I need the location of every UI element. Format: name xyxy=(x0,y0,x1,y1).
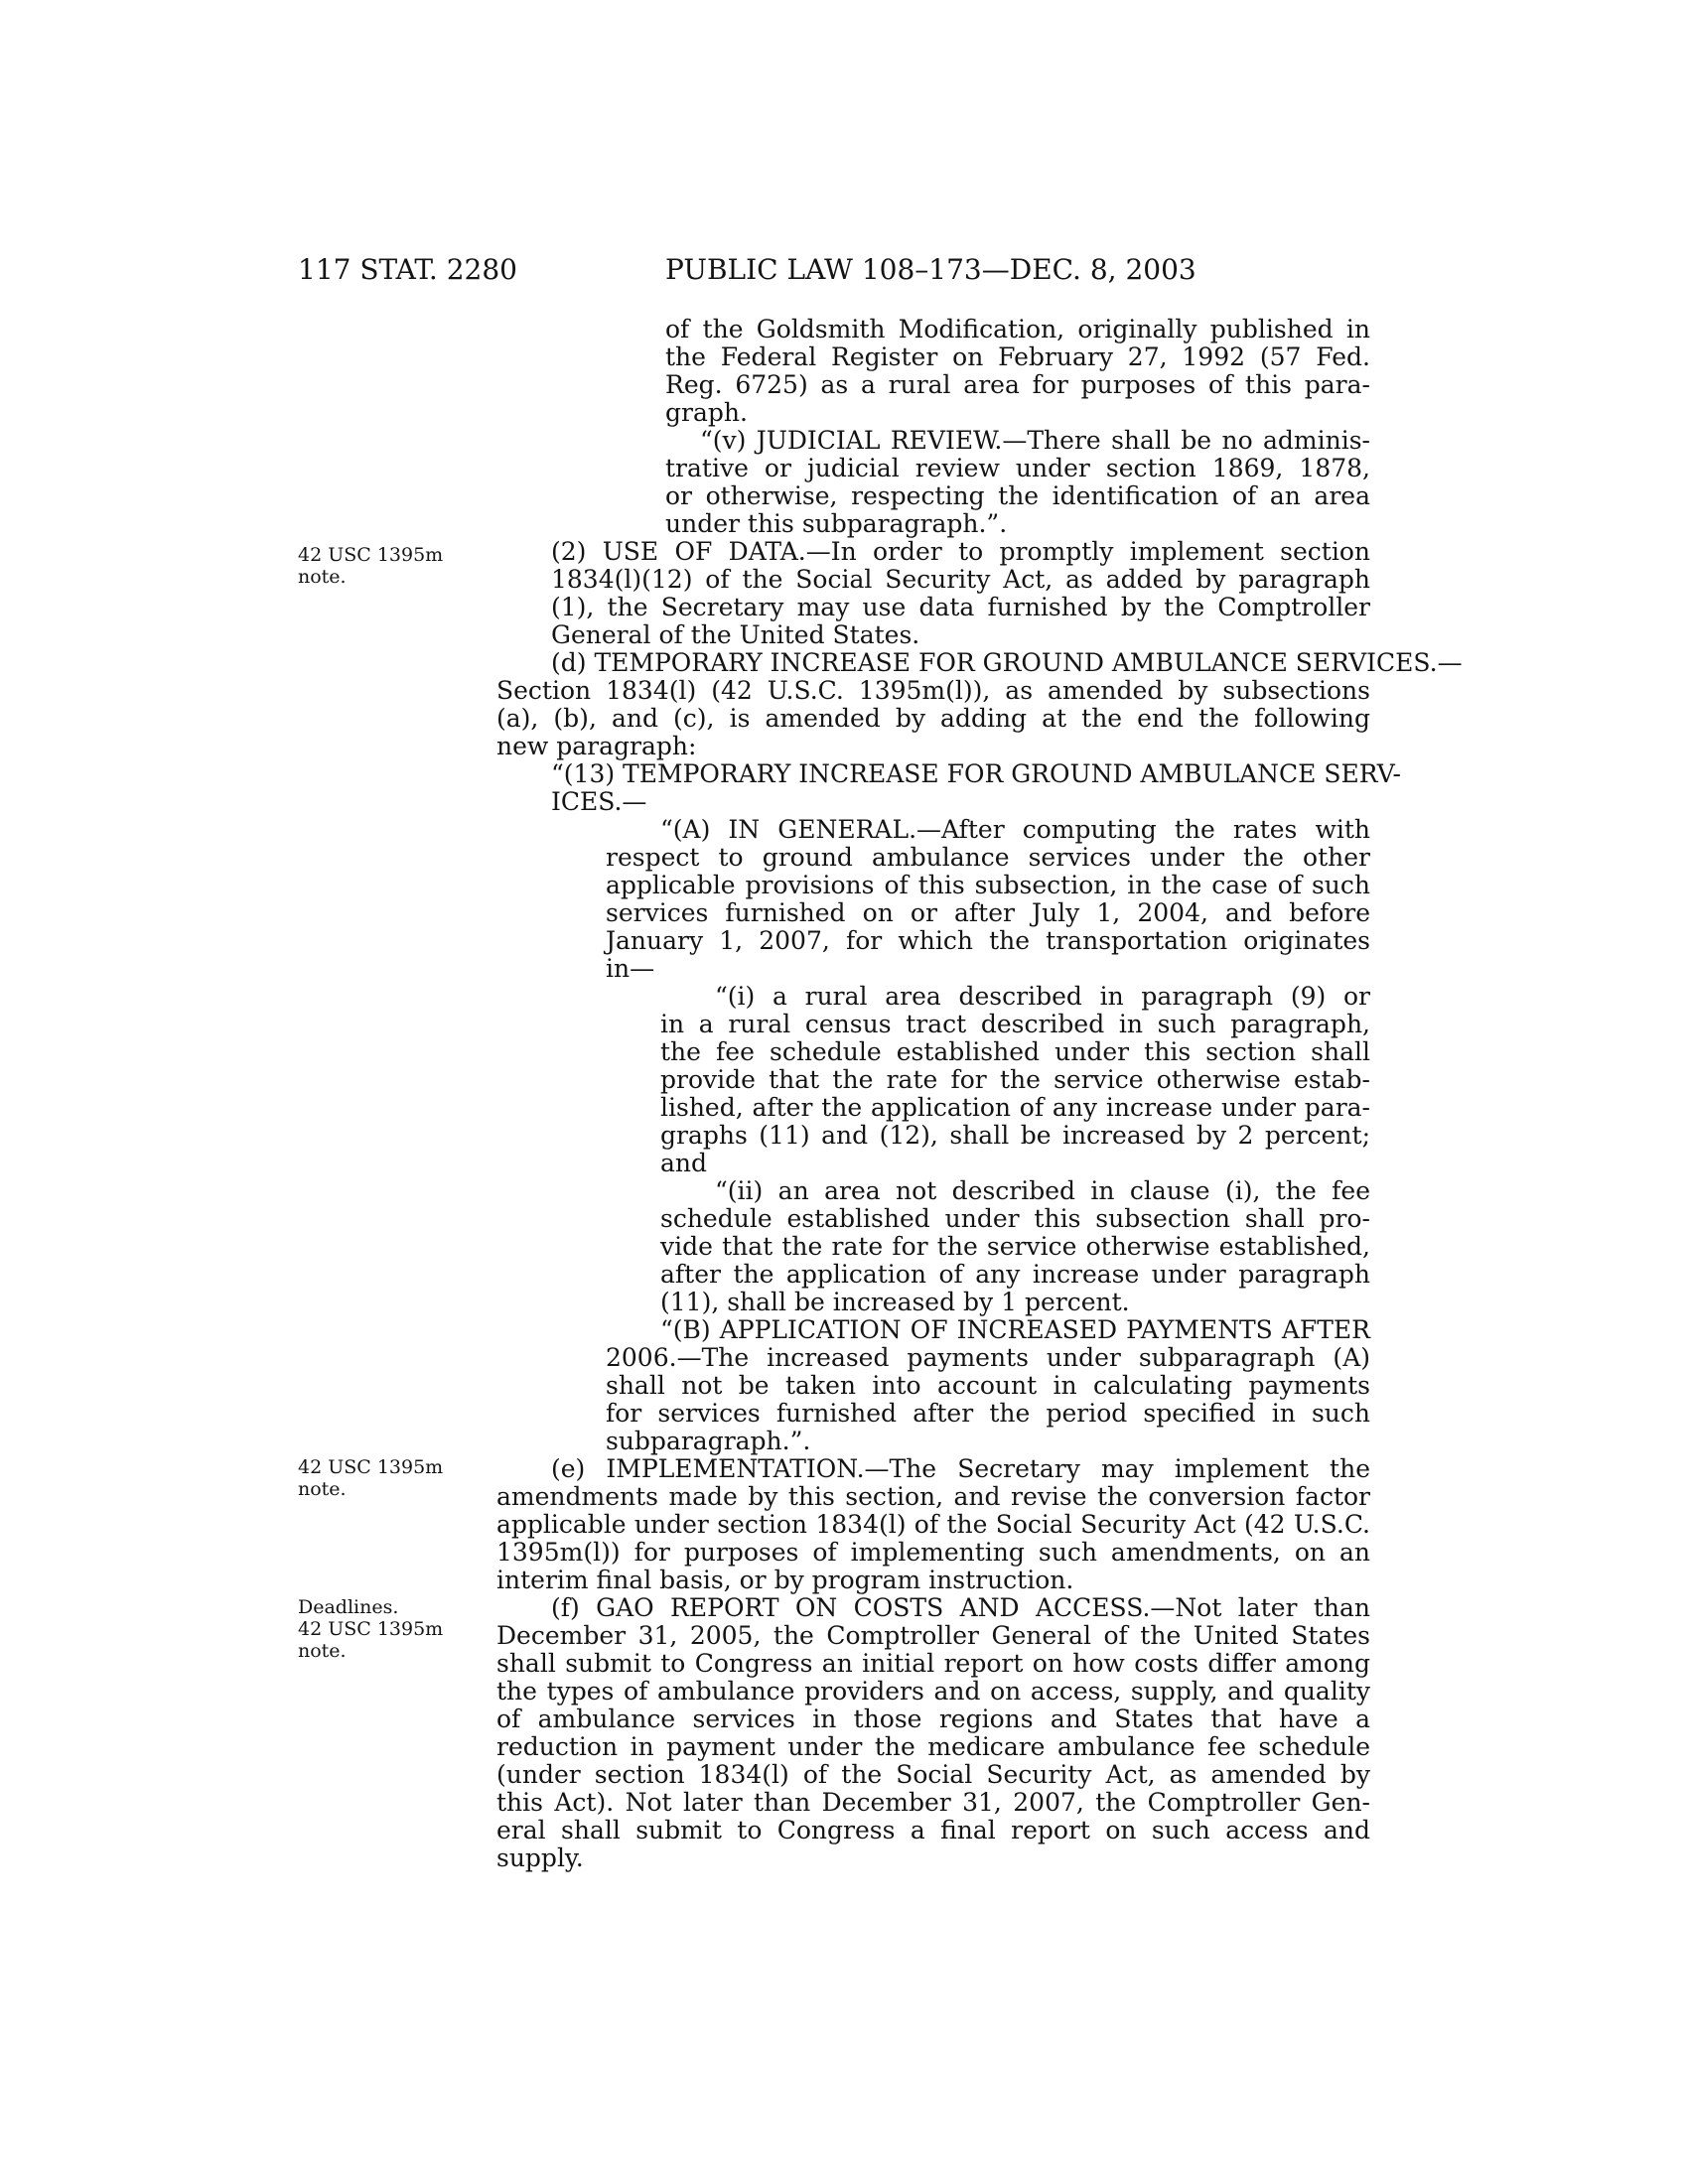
text-line: (1), the Secretary may use data furnished by the Comptroller xyxy=(551,593,1370,621)
text-line: new paragraph: xyxy=(496,732,697,760)
text-line: services furnished on or after July 1, 2004, and before xyxy=(606,898,1370,927)
text-line: or otherwise, respecting the identification of an area xyxy=(665,481,1370,510)
text-line: “(ii) an area not described in clause (i), the fee xyxy=(715,1176,1370,1205)
text-line: amendments made by this section, and revise the conversion factor xyxy=(496,1482,1370,1511)
text-line: the fee schedule established under this section shall xyxy=(660,1037,1370,1066)
margin-note: Deadlines. 42 USC 1395m note. xyxy=(298,1596,444,1662)
text-line: this Act). Not later than December 31, 2007, the Comptroller Gen- xyxy=(496,1788,1370,1817)
text-line: vide that the rate for the service otherwise established, xyxy=(660,1232,1370,1261)
text-line: ICES.— xyxy=(551,787,647,816)
stat-citation: 117 STAT. 2280 xyxy=(298,253,517,286)
text-line: “(v) JUDICIAL REVIEW.—There shall be no adminis- xyxy=(700,426,1370,455)
text-line: (under section 1834(l) of the Social Security Act, as amended by xyxy=(496,1760,1370,1789)
text-line: (d) TEMPORARY INCREASE FOR GROUND AMBULANCE SERVICES.— xyxy=(551,648,1463,677)
text-line: reduction in payment under the medicare ambulance fee schedule xyxy=(496,1732,1370,1761)
text-line: eral shall submit to Congress a final report on such access and xyxy=(496,1816,1370,1844)
text-line: “(B) APPLICATION OF INCREASED PAYMENTS AFTER xyxy=(660,1315,1370,1344)
text-line: the types of ambulance providers and on access, supply, and quality xyxy=(496,1677,1370,1706)
text-line: subparagraph.”. xyxy=(606,1427,811,1455)
text-line: (11), shall be increased by 1 percent. xyxy=(660,1288,1130,1316)
text-line: of the Goldsmith Modification, originally published in xyxy=(665,315,1370,343)
text-line: provide that the rate for the service otherwise estab- xyxy=(660,1065,1370,1094)
text-line: schedule established under this subsection shall pro- xyxy=(660,1204,1370,1233)
text-line: shall not be taken into account in calculating payments xyxy=(606,1371,1370,1400)
text-line: Section 1834(l) (42 U.S.C. 1395m(l)), as amended by subsections xyxy=(496,676,1370,705)
text-line: interim final basis, or by program instruction. xyxy=(496,1566,1074,1594)
text-line: after the application of any increase under paragraph xyxy=(660,1260,1370,1289)
margin-note: 42 USC 1395m note. xyxy=(298,544,444,588)
text-line: January 1, 2007, for which the transportation originates xyxy=(606,926,1370,955)
text-line: supply. xyxy=(496,1843,584,1872)
text-line: (2) USE OF DATA.—In order to promptly implement section xyxy=(551,537,1370,566)
text-line: graph. xyxy=(665,398,748,427)
text-line: 2006.—The increased payments under subparagraph (A) xyxy=(606,1343,1370,1372)
text-line: shall submit to Congress an initial report on how costs differ among xyxy=(496,1649,1370,1678)
text-line: applicable under section 1834(l) of the Social Security Act (42 U.S.C. xyxy=(496,1510,1370,1539)
public-law-title: PUBLIC LAW 108–173—DEC. 8, 2003 xyxy=(665,253,1196,286)
text-line: the Federal Register on February 27, 1992 (57 Fed. xyxy=(665,342,1370,371)
text-line: 1834(l)(12) of the Social Security Act, as added by paragraph xyxy=(551,565,1370,594)
text-line: lished, after the application of any increase under para- xyxy=(660,1093,1370,1122)
text-line: (e) IMPLEMENTATION.—The Secretary may implement the xyxy=(551,1454,1370,1483)
text-line: “(A) IN GENERAL.—After computing the rates with xyxy=(660,815,1370,844)
text-line: Reg. 6725) as a rural area for purposes of this para- xyxy=(665,370,1370,399)
text-line: General of the United States. xyxy=(551,620,920,649)
text-line: trative or judicial review under section 1869, 1878, xyxy=(665,454,1370,482)
text-line: respect to ground ambulance services under the other xyxy=(606,843,1370,872)
text-line: in— xyxy=(606,954,655,983)
text-line: under this subparagraph.”. xyxy=(665,509,1008,538)
text-line: (f) GAO REPORT ON COSTS AND ACCESS.—Not later than xyxy=(551,1593,1370,1622)
text-line: 1395m(l)) for purposes of implementing such amendments, on an xyxy=(496,1538,1370,1567)
text-line: of ambulance services in those regions and States that have a xyxy=(496,1705,1370,1733)
margin-note: 42 USC 1395m note. xyxy=(298,1456,444,1500)
text-line: for services furnished after the period specified in such xyxy=(606,1399,1370,1428)
text-line: “(13) TEMPORARY INCREASE FOR GROUND AMBULANCE SERV- xyxy=(551,759,1401,788)
text-line: and xyxy=(660,1149,708,1177)
text-line: (a), (b), and (c), is amended by adding at the end the following xyxy=(496,704,1370,733)
text-line: “(i) a rural area described in paragraph (9) or xyxy=(715,982,1370,1011)
text-line: in a rural census tract described in such paragraph, xyxy=(660,1010,1370,1038)
text-line: December 31, 2005, the Comptroller General of the United States xyxy=(496,1621,1370,1650)
page-header xyxy=(298,250,1370,290)
text-line: applicable provisions of this subsection, in the case of such xyxy=(606,871,1370,899)
text-line: graphs (11) and (12), shall be increased by 2 percent; xyxy=(660,1121,1370,1150)
